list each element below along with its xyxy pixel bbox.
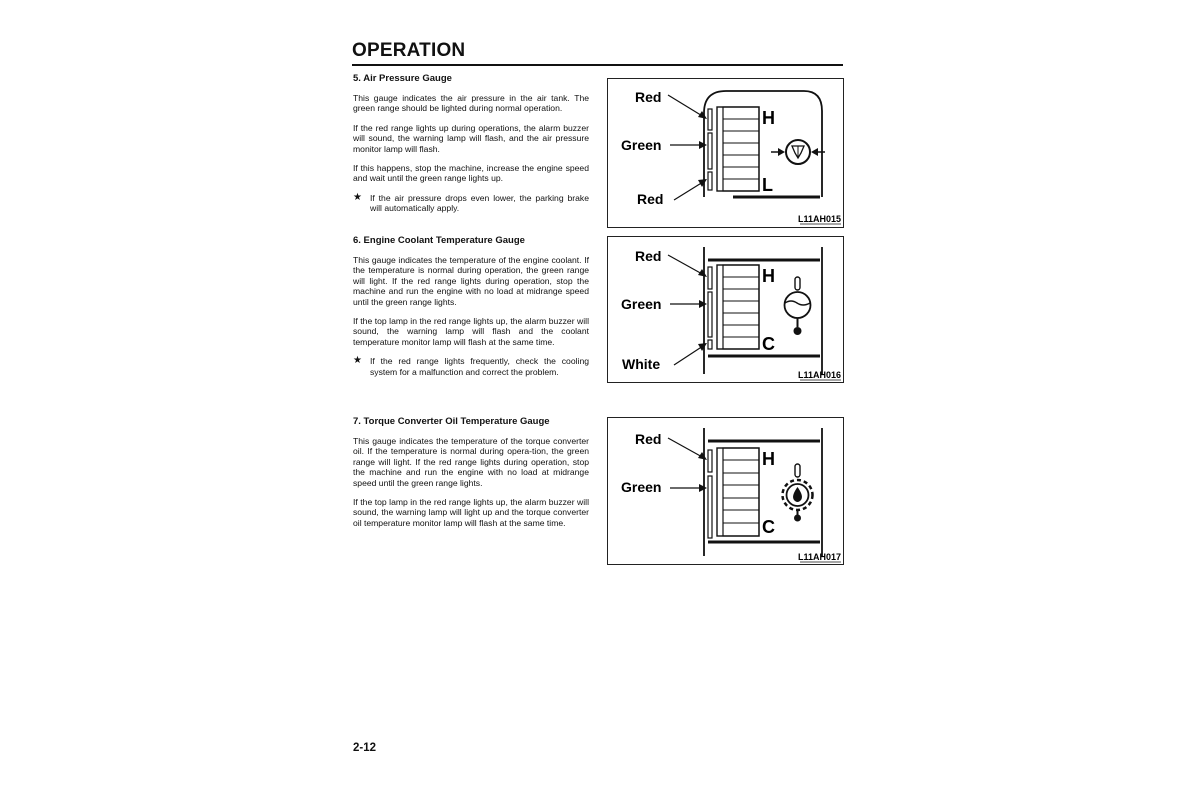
figure-code: L11AH015: [797, 214, 841, 224]
green-range-segment: [708, 292, 712, 337]
label-red: Red: [635, 431, 662, 447]
scale-low: C: [762, 334, 775, 354]
air-pressure-gauge-illustration: [608, 79, 843, 227]
air-pressure-gauge-figure: [607, 78, 844, 228]
note-text: If the red range lights frequently, check the cooling system for a malfunction and correct the problem.: [370, 356, 589, 377]
page-title: OPERATION: [352, 40, 466, 61]
leader-line: [668, 438, 704, 458]
arrow-head: [698, 111, 707, 119]
paragraph: This gauge indicates the temperature of the engine coolant. If the temperature is normal during operation, the green range will light. If the red range lights during operation, stop the machine and run the engine with no load at midrange speed until the green range lights.: [353, 255, 589, 307]
label-green: Green: [621, 296, 662, 312]
label-green: Green: [621, 479, 662, 495]
leader-line: [668, 95, 704, 117]
arrow-head: [698, 179, 707, 187]
label-red: Red: [637, 191, 664, 207]
scale-low: C: [762, 517, 775, 537]
section-heading: 5. Air Pressure Gauge: [353, 73, 452, 84]
section-heading: 6. Engine Coolant Temperature Gauge: [353, 235, 525, 246]
section-torque-converter-oil-temperature-gauge: [353, 416, 589, 537]
section-air-pressure-gauge: [353, 73, 589, 222]
scale-high: H: [762, 266, 775, 286]
red-range-segment: [708, 450, 712, 472]
note: [353, 356, 589, 377]
red-range-segment: [708, 172, 712, 190]
arrow-head: [699, 484, 707, 492]
label-white: White: [622, 356, 661, 372]
paragraph: This gauge indicates the air pressure in the air tank. The green range should be lighted during normal operation.: [353, 93, 589, 114]
torque-converter-oil-temperature-gauge-figure: [607, 417, 844, 565]
air-pressure-icon: [771, 140, 825, 164]
paragraph: If the red range lights up during operations, the alarm buzzer will sound, the warning lamp will flash, and the air pressure monitor lamp will flash.: [353, 122, 589, 154]
label-red: Red: [635, 89, 662, 105]
green-range-segment: [708, 476, 712, 538]
note: [353, 193, 589, 214]
leader-line: [668, 255, 704, 275]
arrow-head: [698, 452, 707, 460]
white-range-segment: [708, 340, 712, 349]
scale-low: L: [762, 175, 773, 195]
scale-high: H: [762, 449, 775, 469]
figure-code: L11AH016: [797, 370, 841, 380]
section-heading: 7. Torque Converter Oil Temperature Gauge: [353, 416, 550, 427]
oil-temperature-icon: [783, 464, 813, 522]
label-green: Green: [621, 137, 662, 153]
star-icon: ★: [353, 191, 362, 203]
red-range-segment: [708, 267, 712, 289]
star-icon: ★: [353, 355, 362, 367]
arrow-head: [699, 141, 707, 149]
coolant-temperature-icon: [785, 277, 811, 335]
arrow-head: [698, 269, 707, 277]
engine-coolant-temperature-gauge-illustration: [608, 237, 843, 382]
figure-code: L11AH017: [797, 552, 841, 562]
paragraph: This gauge indicates the temperature of the torque converter oil. If the temperature is normal during opera-tion, the green range will light. If the red range lights during operation, stop the machine and run the engine with no load at midrange speed until the green range lights.: [353, 436, 589, 488]
label-red: Red: [635, 248, 662, 264]
note-text: If the air pressure drops even lower, the parking brake will automatically apply.: [370, 192, 589, 214]
arrow-head: [699, 300, 707, 308]
page-header: [352, 40, 843, 66]
paragraph: If this happens, stop the machine, increase the engine speed and wait until the green range lights up.: [353, 163, 589, 184]
leader-line: [674, 346, 703, 365]
paragraph: If the top lamp in the red range lights up, the alarm buzzer will sound, the warning lamp will light up and the torque converter oil temperature monitor lamp will flash at the same time.: [353, 497, 589, 528]
scale-high: H: [762, 108, 775, 128]
green-range-segment: [708, 133, 712, 169]
section-engine-coolant-temperature-gauge: [353, 235, 589, 385]
red-range-segment: [708, 109, 712, 130]
torque-converter-oil-temperature-gauge-illustration: [608, 418, 843, 564]
page-number: 2-12: [353, 742, 377, 754]
paragraph: If the top lamp in the red range lights up, the alarm buzzer will sound, the warning lamp will flash and the coolant temperature monitor lamp will flash at the same time.: [353, 316, 589, 347]
arrow-head: [698, 343, 707, 351]
leader-line: [674, 182, 703, 200]
engine-coolant-temperature-gauge-figure: [607, 236, 844, 383]
